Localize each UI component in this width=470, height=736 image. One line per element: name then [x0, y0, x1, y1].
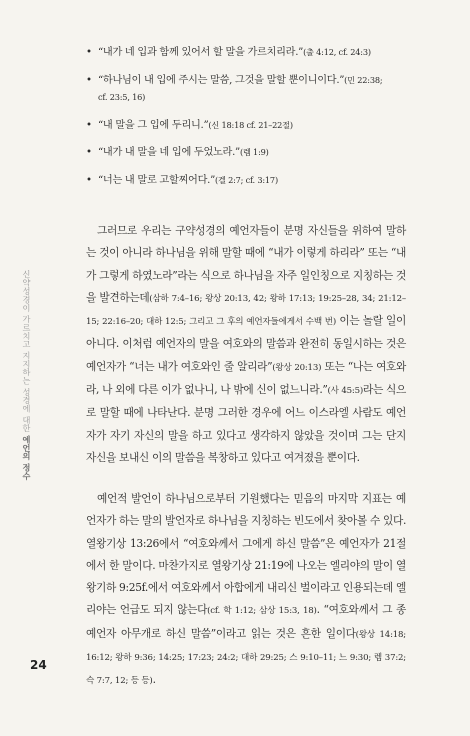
scripture-ref: (cf. 학 1:12; 삼상 15:3, 18): [207, 606, 317, 617]
list-item: • “내가 네 입과 함께 있어서 할 말을 가르치리라.”(출 4:12, cf. 24:3): [86, 44, 386, 62]
scripture-ref: (겔 2:7; cf. 3:17): [214, 174, 278, 185]
quote-list: [86, 44, 386, 199]
scripture-ref: (민 22:38; cf. 23:5, 16): [98, 74, 383, 102]
scripture-ref: (사 45:5): [327, 386, 364, 397]
list-item: • “내가 내 말을 네 입에 두었노라.”(렘 1:9): [86, 144, 386, 162]
scripture-ref: (왕상 20:13): [272, 362, 322, 373]
scripture-ref: (신 18:18 cf. 21–22절): [208, 119, 293, 130]
scripture-ref: (렘 1:9): [239, 147, 269, 157]
running-header: 신약성경이 가르치고 지지하는 성경에 대한 예언의 정수: [22, 270, 32, 481]
page-number: 24: [30, 658, 47, 672]
list-item: • “하나님이 내 입에 주시는 말씀, 그것을 말할 뿐이니이다.”(민 22:38; cf. 23:5, 16): [86, 72, 386, 107]
list-item: • “내 말을 그 입에 두리니.”(신 18:18 cf. 21–22절): [86, 117, 386, 135]
scripture-ref: (삼하 7:4–16; 왕상 20:13, 42; 왕하 17:13; 19:25–28, 34; 21:12–15; 22:16–20; 대하 12:5; 그리고 그 후의 예언자들에게서 수백 번): [86, 293, 406, 328]
body-paragraph: 그러므로 우리는 구약성경의 예언자들이 분명 자신들을 위하여 말하는 것이 아니라 하나님을 위해 말할 때에 “내가 이렇게 하리라” 또는 “내가 그렇게 하였노라”라는 식으로 하나님을 자주 일인칭으로 지칭하는 것을 발견하는데(삼하 7:4–16; 왕상 20:13, 42; 왕하 17:13; 19:25–28, 34; 21:12–15; 22:16–20; 대하 12:5; 그리고 그 후의 예언자들에게서 수백 번) 이는 놀랄 일이 아니다. 이처럼 예언자의 말을 여호와의 말씀과 완전히 동일시하는 것은 예언자가 “너는 내가 여호와인 줄 알리라”(왕상 20:13) 또는 “나는 여호와라, 나 외에 다른 이가 없나니, 나 밖에 신이 없느니라.”(사 45:5)라는 식으로 말할 때에 나타난다. 분명 그러한 경우에 어느 이스라엘 사람도 예언자가 자기 자신의 말을 하고 있다고 생각하지 않았을 것이며 그는 단지 자신을 보내신 이의 말씀을 복창하고 있다고 여겨졌을 뿐이다.: [86, 224, 407, 464]
list-item: • “너는 내 말로 고할찌어다.”(겔 2:7; cf. 3:17): [86, 172, 386, 190]
scripture-ref: (출 4:12, cf. 24:3): [303, 47, 371, 57]
body-paragraph: 예언적 발언이 하나님으로부터 기원했다는 믿음의 마지막 지표는 예언자가 하는 말의 발언자로 하나님을 지칭하는 빈도에서 찾아볼 수 있다. 열왕기상 13:26에서 “여호와께서 그에게 하신 말씀”은 예언자가 21절에서 한 말이다. 마찬가지로 열왕기상 21:19에 나오는 엘리야의 말이 열왕기하 9:25f.에서 여호와께서 아합에게 내리신 벌이라고 인용되는데 엘리야는 언급도 되지 않는다(cf. 학 1:12; 삼상 15:3, 18). “여호와께서 그 종 예언자 아무개로 하신 말씀”이라고 읽는 것은 흔한 일이다(왕상 14:18; 16:12; 왕하 9:36; 14:25; 17:23; 24:2; 대하 29:25; 스 9:10–11; 느 9:30; 렘 37:2; 슥 7:7, 12; 등 등).: [86, 492, 407, 687]
scripture-ref: (왕상 14:18; 16:12; 왕하 9:36; 14:25; 17:23; 24:2; 대하 29:25; 스 9:10–11; 느 9:30; 렘 37:2; 슥 7:7, 12; 등 등): [86, 629, 406, 687]
